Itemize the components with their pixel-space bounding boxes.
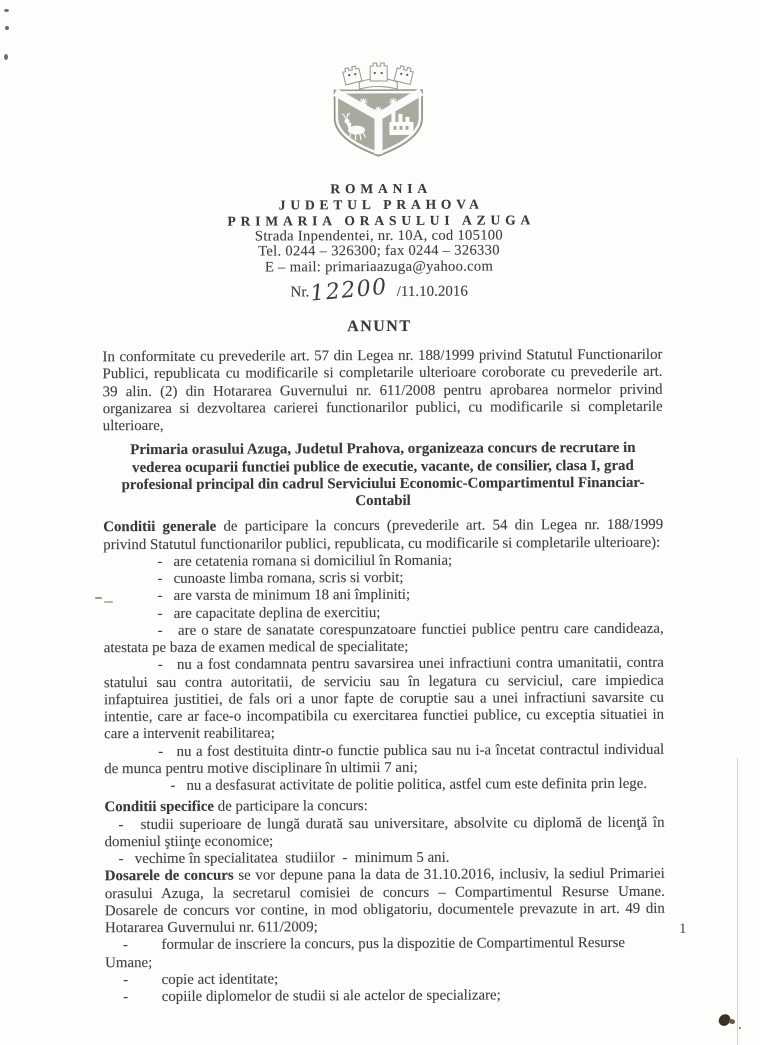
list-item: - copie act identitate; <box>123 971 279 989</box>
list-item: - nu a desfasurat activitate de politie politica, astfel cum este definita prin lege. <box>170 776 648 795</box>
letterhead <box>0 179 759 307</box>
registration-number-handwritten: 12200 <box>309 274 389 307</box>
letterhead-phone-fax: Tel. 0244 – 326300; fax 0244 – 326330 <box>258 242 500 260</box>
letterhead-country: ROMANIA <box>330 180 432 197</box>
page-number: 1 <box>679 921 687 937</box>
list-item: - vechime în specialitatea studiilor - minimum 5 ani. <box>118 849 450 868</box>
scan-speck <box>4 9 9 12</box>
scan-speck <box>4 54 8 60</box>
dossier-rest: se vor depune pana la data de 31.10.2016, inclusiv, la sediul Primariei orasului Azuga, la secretarul comisiei de concurs – Compartimentul Resurse Umane. Dosarele de concurs vor contine, in mod obligatoriu, documentele prevazute in art. 49 din Hotararea Guvernului nr. 611/2009; <box>104 866 665 937</box>
letterhead-city: PRIMARIA ORASULUI AZUGA <box>227 212 536 229</box>
registration-date: /11.10.2016 <box>396 283 468 301</box>
intro-paragraph: In conformitate cu prevederile art. 57 din Legea nr. 188/1999 privind Statutul Functionarilor Publici, republicata cu modificarile si completarile ulterioare coroborate cu prevederile art. 39 alin. (2) din Hotararea Guvernului nr. 611/2008 pentru aprobarea normelor privind organizarea si dezvoltarea carierei functionarilor publici, cu modificarile si completarile ulterioare, <box>102 346 663 435</box>
coat-of-arms-icon <box>319 60 437 161</box>
letterhead-county: JUDETUL PRAHOVA <box>278 196 484 213</box>
list-item: - formular de inscriere la concurs, pus la dispozitie de Compartimentul Resurse Umane; <box>105 935 626 971</box>
list-item: - are o stare de sanatate corespunzatoare functiei publice pentru care candideaza, atestata pe baza de examen medical de specialitate; <box>103 620 664 657</box>
ink-blot <box>729 1019 735 1024</box>
scan-edge-line <box>737 758 738 1045</box>
list-item: - studii superioare de lungă durată sau universitare, absolvite cu diplomă de licenţă în domeniul ştiinţe economice; <box>104 814 665 851</box>
scan-speck <box>5 26 9 30</box>
letterhead-email: E – mail: primariaazuga@yahoo.com <box>264 258 494 276</box>
specific-conditions-rest: de participare la concurs: <box>214 798 368 816</box>
document-title: ANUNT <box>347 318 412 336</box>
list-item: - are capacitate deplina de exercitiu; <box>157 604 381 622</box>
general-conditions-lead: Conditii generale <box>103 519 217 536</box>
list-item: - copiile diplomelor de studii si ale actelor de specializare; <box>123 987 501 1006</box>
letterhead-address: Strada Inpendentei, nr. 10A, cod 105100 <box>254 227 504 245</box>
list-item: - are varsta de minimum 18 ani împliniti; <box>157 587 411 605</box>
scan-speck <box>95 597 102 599</box>
mural-crown <box>342 63 414 89</box>
list-item: - nu a fost destituita dintr-o functie publica sau nu i-a încetat contractul individual de munca pentru motive disciplinare în ultimii 7 ani; <box>104 741 665 778</box>
list-item: - cunoaste limba romana, scris si vorbit; <box>157 570 404 588</box>
general-conditions-rest: de participare la concurs (prevederile art. 54 din Legea nr. 188/1999 privind Statutul functionarilor publici, republicata, cu modificarile si completarile ulterioare): <box>103 517 664 553</box>
factory-windows <box>393 126 408 130</box>
ink-blot <box>739 1027 741 1029</box>
specific-conditions-lead: Conditii specifice <box>104 799 215 816</box>
dossier-paragraph <box>105 866 665 937</box>
general-conditions-heading <box>103 517 663 554</box>
list-item: - are cetatenia romana si domiciliul în Romania; <box>157 552 453 570</box>
scan-speck <box>104 601 113 603</box>
dossier-lead: Dosarele de concurs <box>104 868 234 885</box>
registration-label: Nr. <box>290 284 310 301</box>
document-body <box>102 347 665 1007</box>
announcement-paragraph: Primaria orasului Azuga, Judetul Prahova, organizeaza concurs de recrutare in vederea ocuparii functiei publice de executie, vacante, de consilier, clasa I, grad profesional principal din cadrul Serviciului Economic-Compartimentul Financiar-Contabil <box>121 440 645 510</box>
list-item: - nu a fost condamnata pentru savarsirea unei infractiuni contra umanitatii, contra statului sau contra autoritatii, de serviciu sau în legatura cu serviciul, care impiedica infaptuirea justitiei, de fals ori a unor fapte de coruptie sau a unei infractiuni savarsite cu intentie, care ar face-o incompatibila cu exercitarea functiei publice, cu exceptia situatiei in care a intervenit reabilitarea; <box>103 655 665 743</box>
registration-line <box>0 274 759 307</box>
